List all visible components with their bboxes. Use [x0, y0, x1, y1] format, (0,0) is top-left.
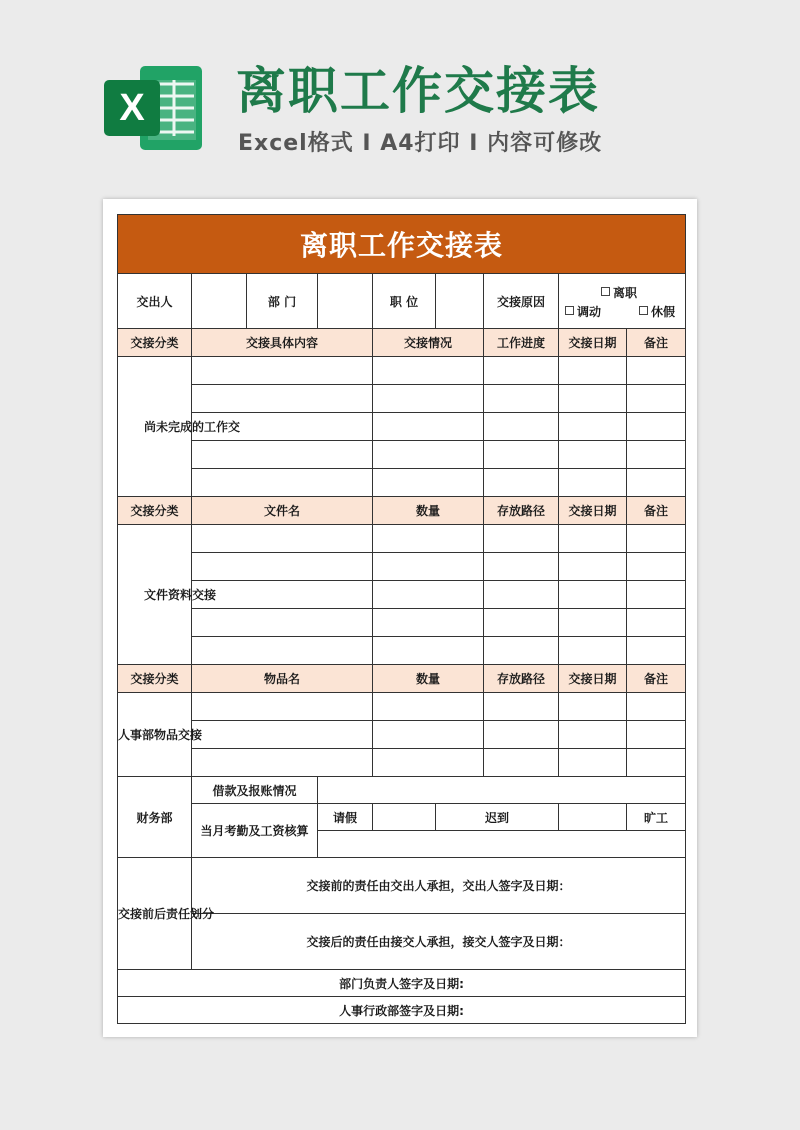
table-cell[interactable] — [373, 721, 484, 749]
table-row — [118, 721, 686, 749]
table-cell[interactable] — [627, 637, 686, 665]
table-cell[interactable] — [559, 637, 627, 665]
finance-row — [118, 777, 686, 804]
section3-header-cell: 存放路径 — [484, 665, 559, 693]
table-cell[interactable] — [373, 637, 484, 665]
leave-label: 请假 — [318, 804, 373, 831]
section1-header-row — [118, 329, 686, 357]
table-cell[interactable] — [484, 721, 559, 749]
dept-head-signature[interactable]: 部门负责人签字及日期: — [118, 970, 686, 997]
table-cell[interactable] — [627, 441, 686, 469]
section2-header-cell: 交接日期 — [559, 497, 627, 525]
section3-header-cell: 交接日期 — [559, 665, 627, 693]
table-cell[interactable] — [373, 413, 484, 441]
table-row — [118, 749, 686, 777]
table-cell[interactable] — [484, 581, 559, 609]
handover-form-table — [117, 214, 686, 1024]
section2-label: 文件资料交接 — [118, 525, 192, 665]
table-cell[interactable] — [559, 581, 627, 609]
table-cell[interactable] — [484, 413, 559, 441]
table-cell[interactable] — [192, 637, 373, 665]
table-cell[interactable] — [373, 385, 484, 413]
section1-label: 尚未完成的工作交 — [118, 357, 192, 497]
table-cell[interactable] — [373, 553, 484, 581]
table-cell[interactable] — [559, 469, 627, 497]
responsibility-row — [118, 858, 686, 914]
table-row — [118, 609, 686, 637]
hr-signature[interactable]: 人事行政部签字及日期: — [118, 997, 686, 1024]
table-cell[interactable] — [484, 693, 559, 721]
table-cell[interactable] — [559, 749, 627, 777]
attendance-input[interactable] — [318, 831, 686, 858]
responsibility-row — [118, 914, 686, 970]
after-responsibility[interactable]: 交接后的责任由接交人承担，接交人签字及日期： — [192, 914, 686, 970]
section2-header-cell: 交接分类 — [118, 497, 192, 525]
table-cell[interactable] — [192, 357, 373, 385]
logo-letter: X — [119, 87, 145, 129]
table-cell[interactable] — [192, 693, 373, 721]
section3-header-cell: 数量 — [373, 665, 484, 693]
reason-label: 交接原因 — [484, 274, 559, 329]
section1-header-cell: 交接分类 — [118, 329, 192, 357]
info-row — [118, 274, 686, 329]
table-cell[interactable] — [627, 693, 686, 721]
section1-header-cell: 交接具体内容 — [192, 329, 373, 357]
section1-header-cell: 工作进度 — [484, 329, 559, 357]
section2-header-row — [118, 497, 686, 525]
leave-option-label: 休假 — [651, 305, 676, 319]
table-cell[interactable] — [373, 525, 484, 553]
before-responsibility[interactable]: 交接前的责任由交出人承担，交出人签字及日期： — [192, 858, 686, 914]
section3-header-cell: 备注 — [627, 665, 686, 693]
table-cell[interactable] — [627, 609, 686, 637]
position-label: 职 位 — [373, 274, 436, 329]
table-cell[interactable] — [627, 385, 686, 413]
form-banner: 离职工作交接表 — [118, 215, 686, 274]
table-row — [118, 693, 686, 721]
table-cell[interactable] — [192, 721, 373, 749]
section1-header-cell: 交接情况 — [373, 329, 484, 357]
late-input[interactable] — [559, 804, 627, 831]
table-cell[interactable] — [559, 553, 627, 581]
page-subtitle: Excel格式 I A4打印 I 内容可修改 — [238, 131, 603, 156]
table-cell[interactable] — [484, 357, 559, 385]
reason-options — [559, 274, 686, 329]
finance-row — [118, 804, 686, 831]
checkbox-icon — [639, 306, 648, 315]
transfer-option-label: 调动 — [577, 305, 602, 319]
table-cell[interactable] — [627, 357, 686, 385]
section1-header-cell: 交接日期 — [559, 329, 627, 357]
table-cell[interactable] — [373, 469, 484, 497]
table-cell[interactable] — [192, 553, 373, 581]
table-cell[interactable] — [559, 441, 627, 469]
section2-header-cell: 文件名 — [192, 497, 373, 525]
loan-label: 借款及报账情况 — [192, 777, 318, 804]
late-label: 迟到 — [436, 804, 559, 831]
table-cell[interactable] — [484, 553, 559, 581]
table-cell[interactable] — [484, 637, 559, 665]
excel-logo-icon — [102, 58, 206, 158]
attendance-label: 当月考勤及工资核算 — [192, 804, 318, 858]
table-cell[interactable] — [192, 469, 373, 497]
leave-input[interactable] — [373, 804, 436, 831]
transfer-checkbox[interactable] — [565, 303, 601, 320]
department-label: 部 门 — [247, 274, 318, 329]
table-cell[interactable] — [627, 469, 686, 497]
table-cell[interactable] — [627, 553, 686, 581]
table-cell[interactable] — [559, 693, 627, 721]
loan-input[interactable] — [318, 777, 686, 804]
table-cell[interactable] — [559, 385, 627, 413]
table-cell[interactable] — [373, 609, 484, 637]
resign-checkbox[interactable] — [601, 284, 637, 301]
table-cell[interactable] — [484, 749, 559, 777]
finance-label: 财务部 — [118, 777, 192, 858]
table-cell[interactable] — [627, 413, 686, 441]
table-cell[interactable] — [373, 581, 484, 609]
table-cell[interactable] — [559, 413, 627, 441]
table-cell[interactable] — [373, 441, 484, 469]
table-row — [118, 525, 686, 553]
table-row — [118, 469, 686, 497]
table-cell[interactable] — [559, 721, 627, 749]
table-cell[interactable] — [192, 609, 373, 637]
checkbox-icon — [565, 306, 574, 315]
table-cell[interactable] — [484, 441, 559, 469]
responsibility-label: 交接前后责任划分 — [118, 858, 192, 970]
signature-row — [118, 997, 686, 1024]
section3-header-cell: 交接分类 — [118, 665, 192, 693]
table-cell[interactable] — [192, 385, 373, 413]
leave-checkbox[interactable] — [639, 303, 675, 320]
handover-person-label: 交出人 — [118, 274, 192, 329]
section2-header-cell: 存放路径 — [484, 497, 559, 525]
table-cell[interactable] — [627, 525, 686, 553]
absent-label: 旷工 — [627, 804, 686, 831]
table-cell[interactable] — [373, 357, 484, 385]
section2-header-cell: 数量 — [373, 497, 484, 525]
table-cell[interactable] — [373, 749, 484, 777]
section3-label: 人事部物品交接 — [118, 693, 192, 777]
table-row — [118, 357, 686, 385]
position-input[interactable] — [436, 274, 484, 329]
page-title: 离职工作交接表 — [236, 62, 600, 120]
table-cell[interactable] — [484, 525, 559, 553]
table-row — [118, 637, 686, 665]
table-cell[interactable] — [484, 469, 559, 497]
resign-option-label: 离职 — [613, 286, 638, 300]
handover-person-input[interactable] — [192, 274, 247, 329]
table-cell[interactable] — [484, 385, 559, 413]
section3-header-cell: 物品名 — [192, 665, 373, 693]
section2-header-cell: 备注 — [627, 497, 686, 525]
table-cell[interactable] — [192, 441, 373, 469]
table-cell[interactable] — [559, 609, 627, 637]
table-cell[interactable] — [559, 525, 627, 553]
table-cell[interactable] — [192, 749, 373, 777]
table-cell[interactable] — [373, 693, 484, 721]
section3-header-row — [118, 665, 686, 693]
table-row — [118, 385, 686, 413]
table-cell[interactable] — [192, 581, 373, 609]
table-row — [118, 441, 686, 469]
department-input[interactable] — [318, 274, 373, 329]
table-row — [118, 553, 686, 581]
signature-row — [118, 970, 686, 997]
table-cell[interactable] — [627, 749, 686, 777]
checkbox-icon — [601, 287, 610, 296]
table-cell[interactable] — [559, 357, 627, 385]
table-cell[interactable] — [192, 525, 373, 553]
table-cell[interactable] — [627, 581, 686, 609]
table-cell[interactable] — [627, 721, 686, 749]
section1-header-cell: 备注 — [627, 329, 686, 357]
table-cell[interactable] — [484, 609, 559, 637]
